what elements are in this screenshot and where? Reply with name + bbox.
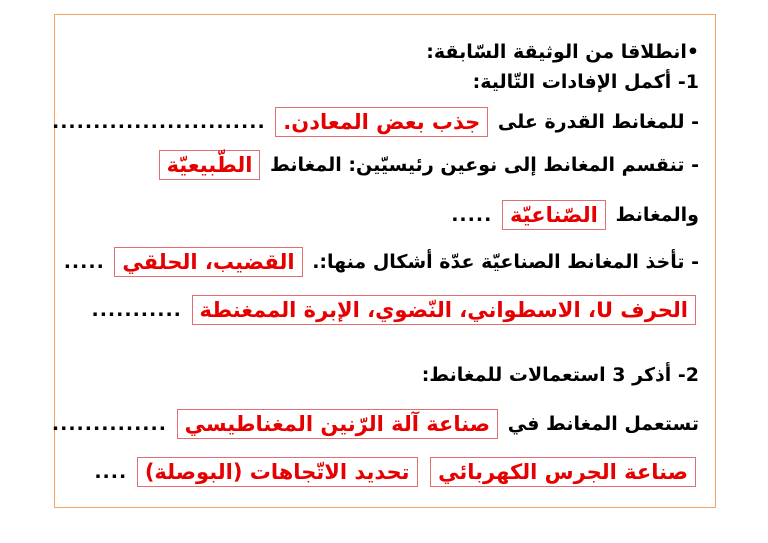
intro-line	[426, 35, 699, 67]
q1-statement-4	[64, 245, 699, 277]
q1-s1-answer-box: جذب بعض المعادن.	[275, 107, 488, 137]
q1-s2-prefix: - تنقسم المغانط إلى نوعين رئيسيّين: المغانط	[270, 153, 699, 176]
q1-statement-1	[52, 105, 699, 137]
q2-s2-dots: ....	[94, 460, 128, 483]
q1-s2-answer-box: الطّبيعيّة	[159, 150, 261, 180]
q2-s2-answer-b-box: تحديد الاتّجاهات (البوصلة)	[137, 457, 418, 487]
q1-s5-dots: ...........	[91, 298, 182, 321]
q1-statement-5	[91, 293, 699, 325]
q2-statement-2	[94, 455, 699, 487]
q1-s4-answer-box: القضيب، الحلقي	[114, 247, 302, 277]
q1-s5-answer-box: الحرف U، الاسطواني، النّضوي، الإبرة الممغنطة	[192, 295, 696, 325]
q2-s2-answer-a-box: صناعة الجرس الكهربائي	[430, 457, 696, 487]
q1-s1-dots: ..........................	[52, 110, 266, 133]
q1-statement-2	[156, 148, 699, 180]
q2-title-line	[422, 358, 699, 390]
q1-title-line	[473, 65, 699, 97]
q2-title: 2- أذكر 3 استعمالات للمغانط:	[421, 363, 699, 386]
worksheet-frame	[51, 14, 716, 508]
q2-statement-1	[52, 407, 699, 439]
q1-s4-dots: .....	[63, 250, 105, 273]
q2-s1-answer-box: صناعة آلة الرّنين المغناطيسي	[177, 409, 499, 439]
q2-s1-dots: ..............	[51, 412, 167, 435]
q1-title: 1- أكمل الإفادات التّالية:	[472, 70, 699, 93]
q2-s1-prefix: تستعمل المغانط في	[507, 412, 699, 435]
q1-s3-dots: .....	[451, 203, 493, 226]
q1-s3-answer-box: الصّناعيّة	[502, 200, 606, 230]
q1-statement-3	[451, 198, 699, 230]
q1-s1-prefix: - للمغانط القدرة على	[497, 110, 699, 133]
q1-s4-prefix: - تأخذ المغانط الصناعيّة عدّة أشكال منها:.	[312, 250, 699, 273]
q1-s3-prefix: والمغانط	[615, 203, 699, 226]
intro-text: •انطلاقا من الوثيقة السّابقة:	[426, 40, 699, 63]
